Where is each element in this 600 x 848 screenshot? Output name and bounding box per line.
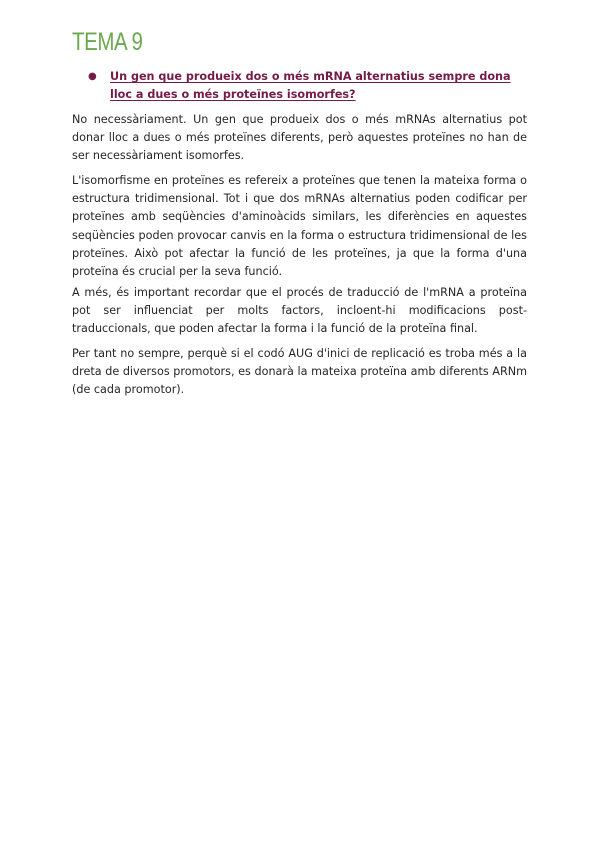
page-title: TEMA 9 [72,28,143,56]
answer-paragraph-1: No necessàriament. Un gen que produeix dos o més mRNAs alternatius pot donar lloc a dues o més proteïnes diferents, però aquestes proteïnes no han de ser necessàriament isomorfes. [72,113,527,163]
bullet-icon: ● [88,71,97,82]
question-heading: Un gen que produeix dos o més mRNA alternatius sempre dona lloc a dues o més proteïnes isomorfes? [110,70,511,101]
answer-paragraph-4: Per tant no sempre, perquè si el codó AUG d'inici de replicació es troba més a la dreta de diversos promotors, es donarà la mateixa proteïna amb diferents ARNm (de cada promotor). [72,347,527,397]
answer-paragraph-2: L'isomorfisme en proteïnes es refereix a proteïnes que tenen la mateixa forma o estructura tridimensional. Tot i que dos mRNAs alternatius poden codificar per proteïnes amb seqüències d'aminoàcids similars, les diferències en aquestes seqüències poden provocar canvis en la forma o estructura tridimensional de les proteïnes. Això pot afectar la funció de les proteïnes, ja que la forma d'una proteïna és crucial per la seva funció. [72,174,527,279]
answer-paragraph-3: A més, és important recordar que el procés de traducció de l'mRNA a proteïna pot ser influenciat per molts factors, incloent-hi modificacions post-traduccionals, que poden afectar la forma i la funció de la proteïna final. [72,286,527,336]
question-list-item [88,68,528,104]
